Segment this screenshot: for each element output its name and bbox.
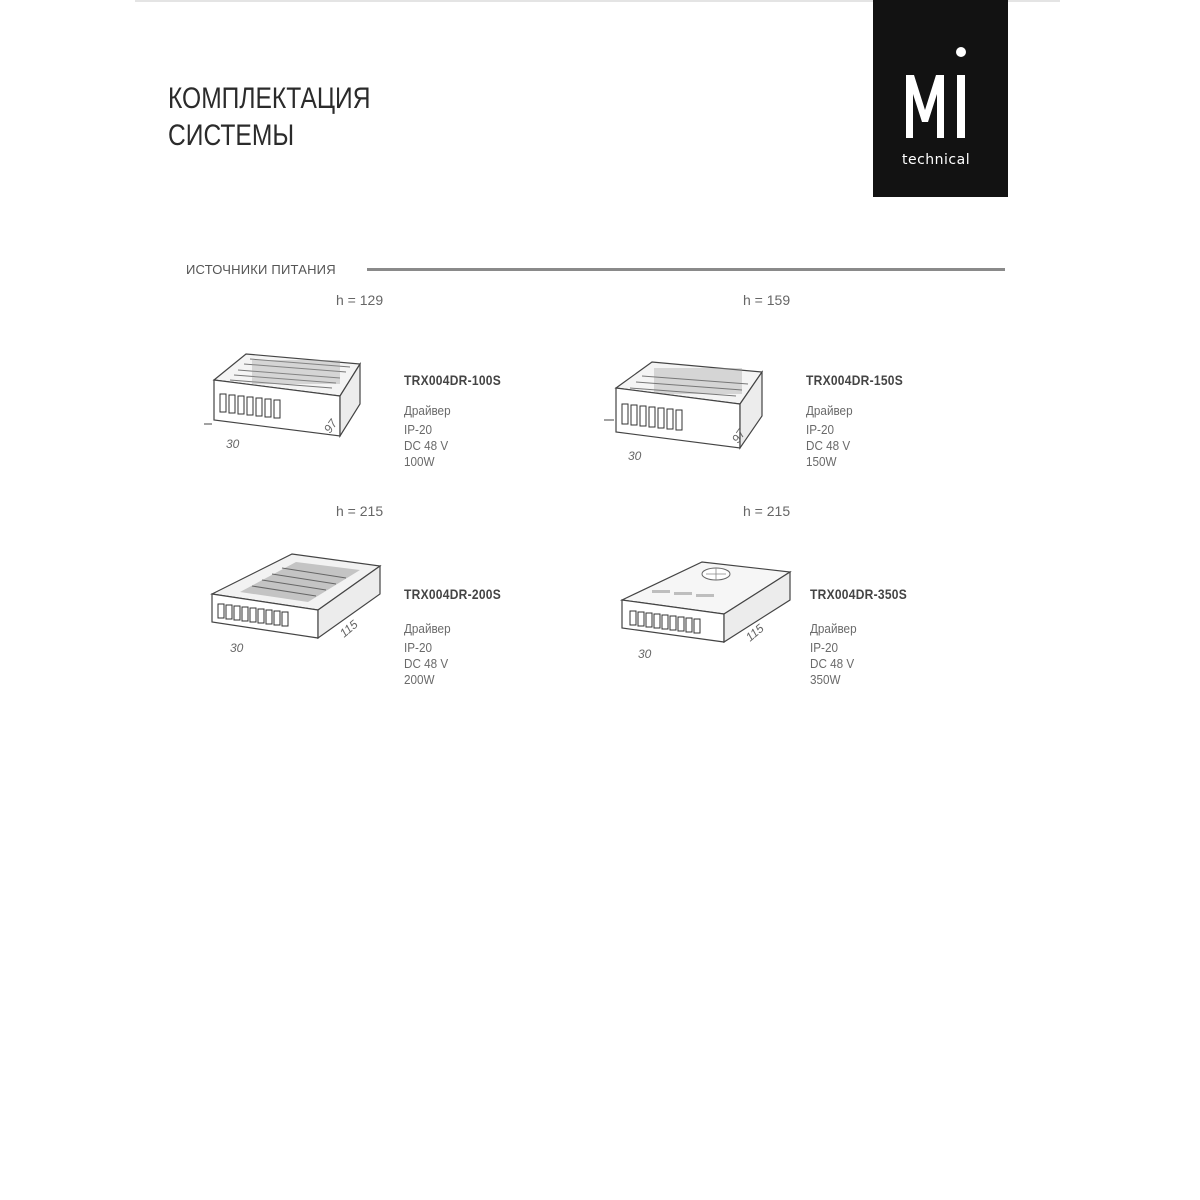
product-model: TRX004DR-200S bbox=[404, 586, 502, 602]
dimension-front: 30 bbox=[638, 647, 652, 661]
power-supply-illustration bbox=[200, 348, 370, 458]
logo-subtitle: technical bbox=[902, 152, 971, 168]
product-power: 100W bbox=[404, 454, 435, 469]
power-supply-illustration bbox=[612, 556, 797, 666]
product-power: 350W bbox=[810, 672, 841, 687]
product-type: Драйвер bbox=[810, 621, 857, 636]
product-model: TRX004DR-150S bbox=[806, 372, 904, 388]
product-power: 200W bbox=[404, 672, 435, 687]
section-heading: ИСТОЧНИКИ ПИТАНИЯ bbox=[186, 262, 336, 277]
product-specs bbox=[806, 403, 853, 470]
product-type: Драйвер bbox=[404, 621, 451, 636]
page-title-line-1: КОМПЛЕКТАЦИЯ bbox=[168, 82, 371, 115]
brand-logo bbox=[873, 0, 1008, 197]
power-supply-illustration bbox=[602, 358, 772, 468]
dimension-front: 30 bbox=[628, 449, 642, 463]
dimension-front: 30 bbox=[226, 437, 240, 451]
dimension-side: 115 bbox=[336, 617, 361, 641]
product-height: h = 159 bbox=[743, 292, 791, 308]
product-specs bbox=[810, 621, 857, 688]
product-type: Драйвер bbox=[404, 403, 451, 418]
product-model: TRX004DR-350S bbox=[810, 586, 908, 602]
product-voltage: DC 48 V bbox=[806, 438, 851, 453]
product-specs bbox=[404, 621, 451, 688]
page-title bbox=[168, 80, 371, 154]
product-height: h = 215 bbox=[743, 503, 791, 519]
dimension-front: 30 bbox=[230, 641, 244, 655]
product-height: h = 129 bbox=[336, 292, 384, 308]
product-model: TRX004DR-100S bbox=[404, 372, 502, 388]
section-rule bbox=[367, 268, 1005, 271]
dimension-side: 115 bbox=[742, 621, 767, 645]
product-voltage: DC 48 V bbox=[404, 438, 449, 453]
product-voltage: DC 48 V bbox=[404, 656, 449, 671]
product-type: Драйвер bbox=[806, 403, 853, 418]
page-title-line-2: СИСТЕМЫ bbox=[168, 119, 295, 152]
product-ip: IP-20 bbox=[810, 640, 838, 655]
product-power: 150W bbox=[806, 454, 837, 469]
product-specs bbox=[404, 403, 451, 470]
dimension-side: 97 bbox=[320, 416, 341, 436]
product-ip: IP-20 bbox=[404, 422, 432, 437]
product-ip: IP-20 bbox=[404, 640, 432, 655]
dimension-side: 97 bbox=[728, 426, 749, 446]
power-supply-illustration bbox=[200, 548, 385, 663]
product-height: h = 215 bbox=[336, 503, 384, 519]
product-voltage: DC 48 V bbox=[810, 656, 855, 671]
product-ip: IP-20 bbox=[806, 422, 834, 437]
